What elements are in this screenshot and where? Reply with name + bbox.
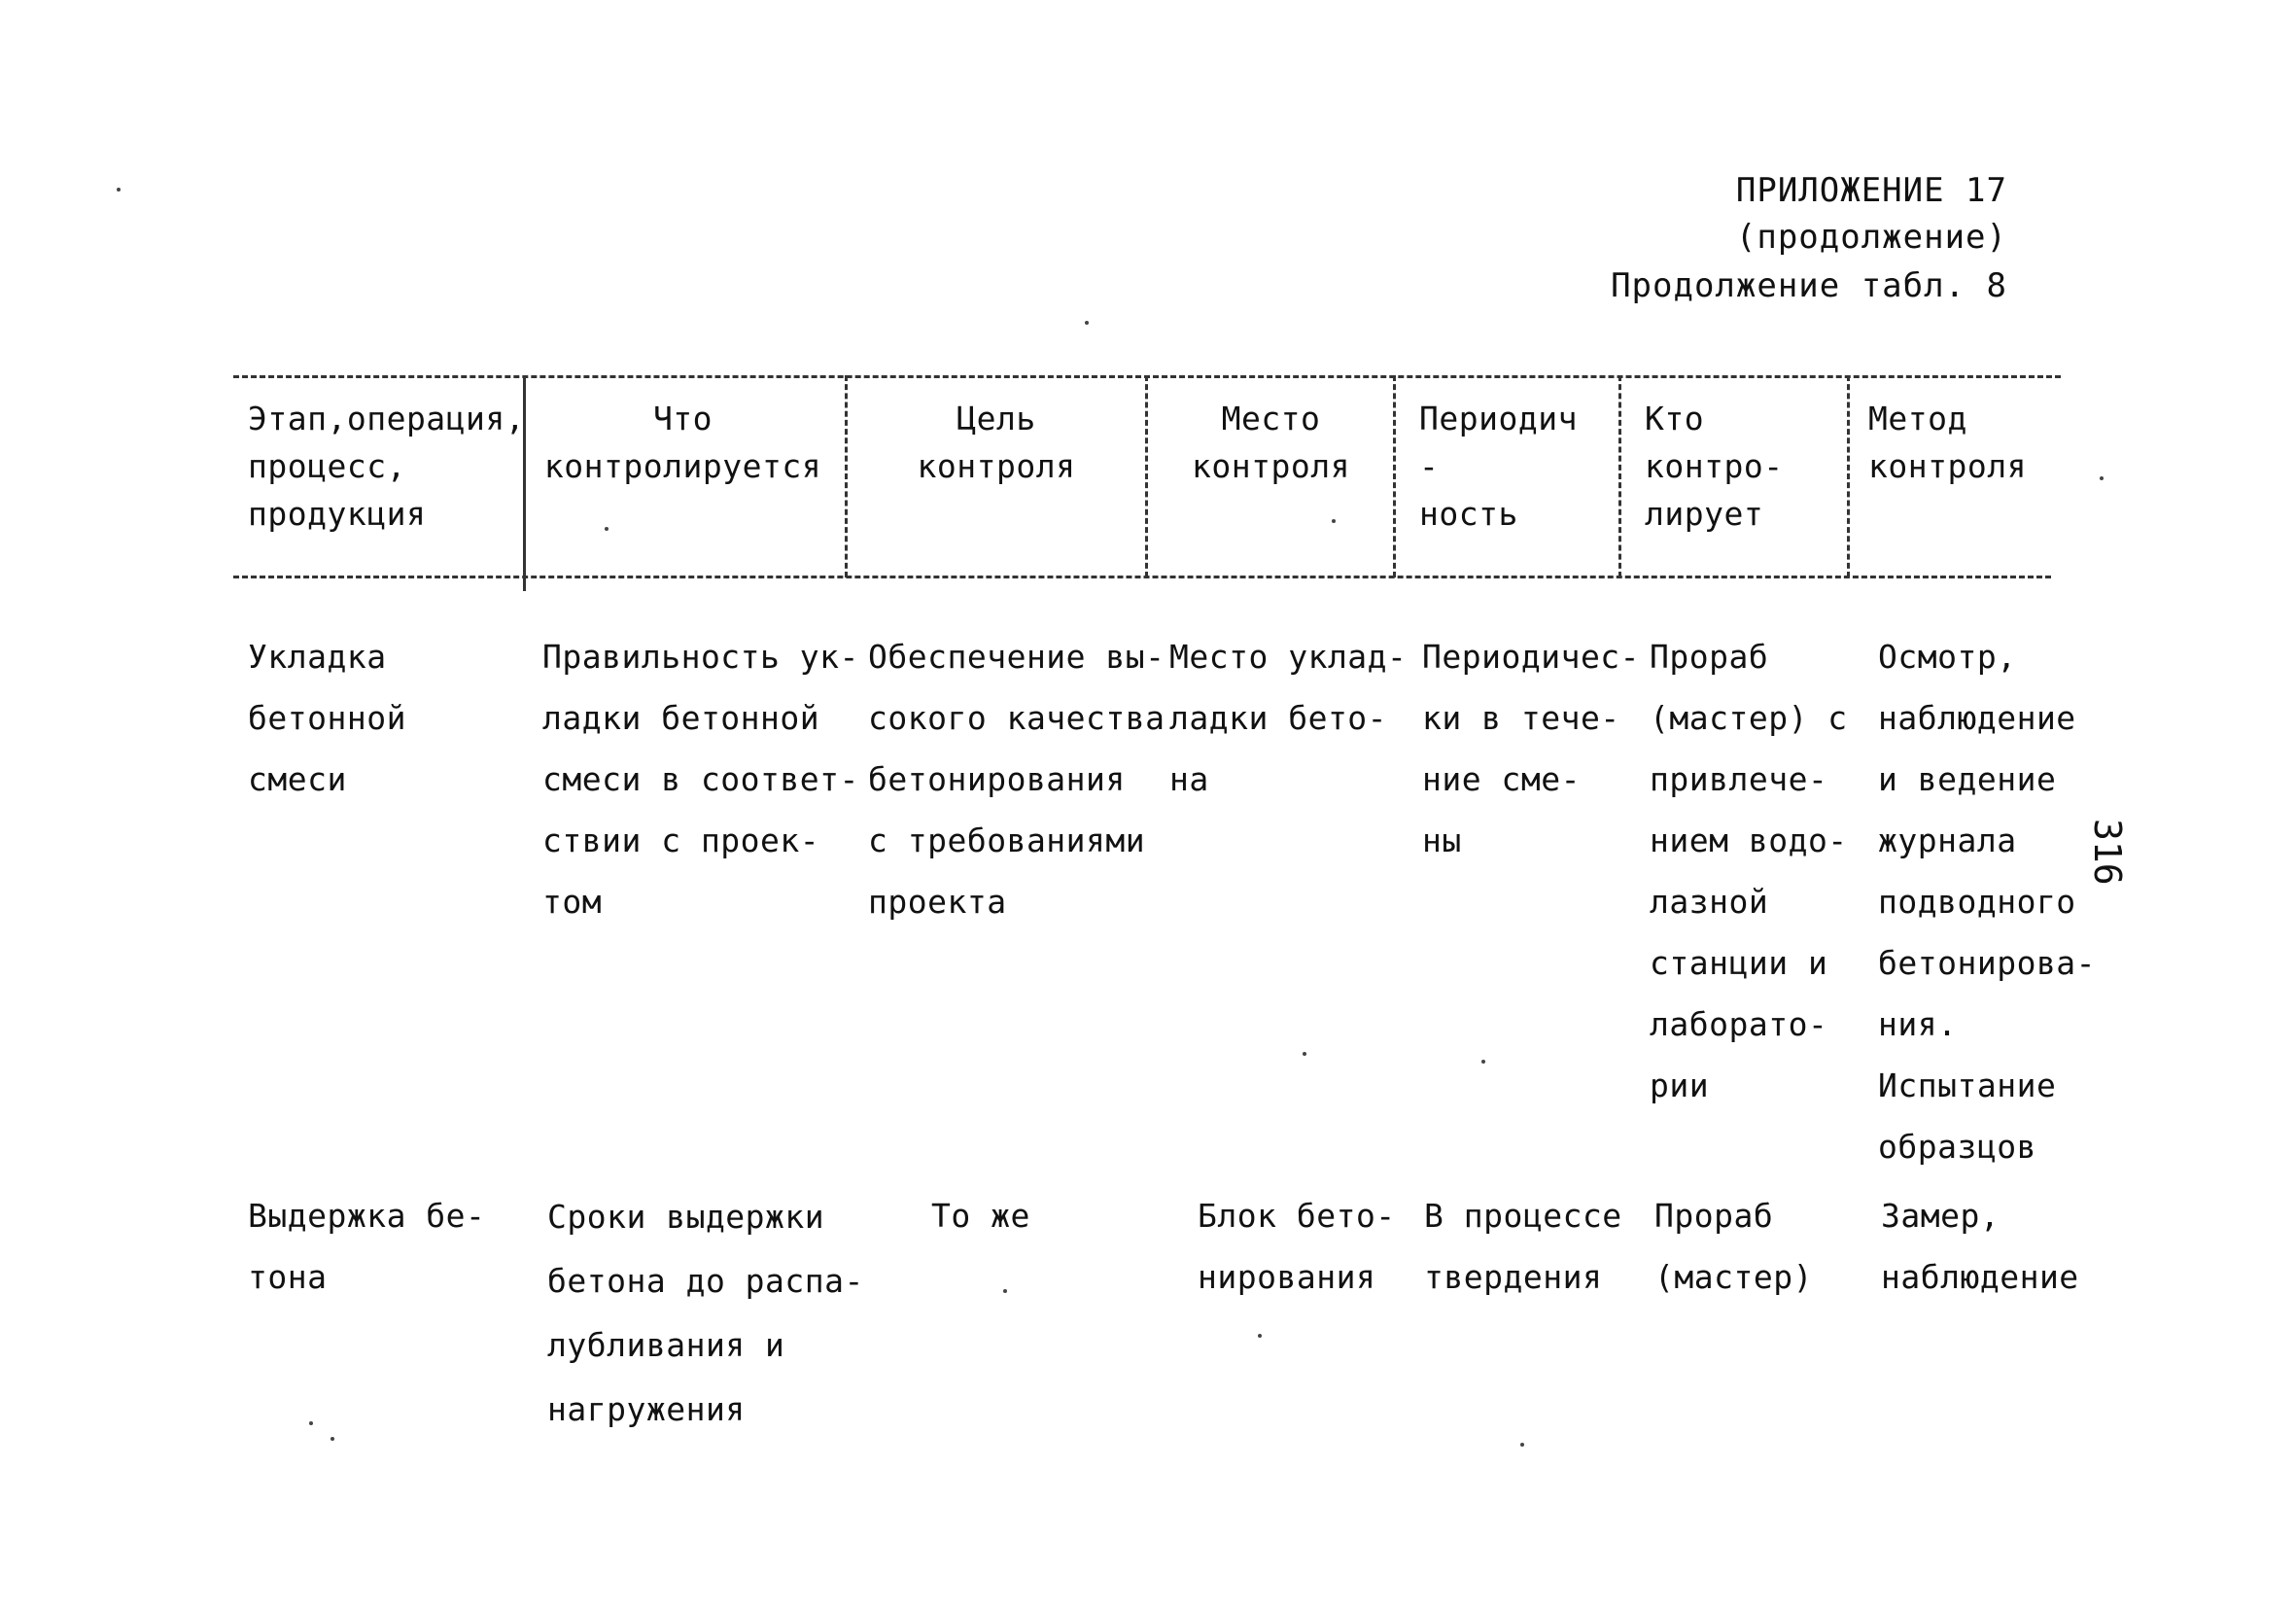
table-cell: Место уклад- ладки бето- на [1169,638,1408,798]
scan-speck [1003,1289,1007,1293]
table-cell: Периодичес- ки в тече- ние сме- ны [1422,638,1641,859]
column-divider [1145,375,1148,577]
table-cell: Прораб (мастер) с привлече- нием водо- лазной станции и лаборато- рии [1650,638,1848,1104]
appendix-continuation: (продолжение) [1735,218,2007,257]
column-header-frequency: Периодич - ность [1419,400,1578,533]
scan-speck [1303,1052,1306,1056]
column-header-control-place: Место контроля [1192,400,1350,485]
table-continuation-label: Продолжение табл. 8 [1611,266,2007,305]
scan-speck [117,188,121,192]
page-number: 316 [2086,819,2129,886]
table-cell: Правильность ук- ладки бетонной смеси в соответ- ствии с проек- том [542,638,859,921]
scan-speck [1085,321,1089,325]
scan-speck [1258,1334,1262,1338]
scan-speck [1520,1443,1524,1447]
scan-speck [1332,519,1336,523]
appendix-title: ПРИЛОЖЕНИЕ 17 [1735,171,2007,210]
table-cell: Обеспечение вы- сокого качества бетонирования с требованиями проекта [868,638,1165,921]
scan-speck [605,527,609,531]
column-header-controller: Кто контро- лирует [1645,400,1784,533]
scan-speck [330,1437,334,1441]
table-header-bottom-rule [233,576,2051,578]
table-cell: Сроки выдержки бетона до распа- лубливания и нагружения [547,1198,864,1428]
table-cell: В процессе твердения [1424,1197,1622,1296]
scan-speck [1481,1060,1485,1064]
table-cell: Осмотр, наблюдение и ведение журнала подводного бетонирова- ния. Испытание образцов [1878,638,2097,1166]
column-divider [1618,375,1621,577]
column-divider [845,375,848,577]
column-header-control-purpose: Цель контроля [917,400,1076,485]
table-cell: Укладка бетонной смеси [248,638,406,798]
scan-speck [309,1421,313,1425]
column-header-control-method: Метод контроля [1868,400,2027,485]
column-divider [1393,375,1396,577]
scan-speck [2100,476,2104,480]
table-cell: То же [931,1197,1030,1235]
column-header-what-controlled: Что контролируется [543,400,822,485]
table-cell: Выдержка бе- тона [248,1197,486,1296]
table-cell: Блок бето- нирования [1198,1197,1396,1296]
table-cell: Прораб (мастер) [1654,1197,1813,1296]
column-header-stage: Этап,операция, процесс, продукция [248,400,526,533]
table-cell: Замер, наблюдение [1881,1197,2079,1296]
